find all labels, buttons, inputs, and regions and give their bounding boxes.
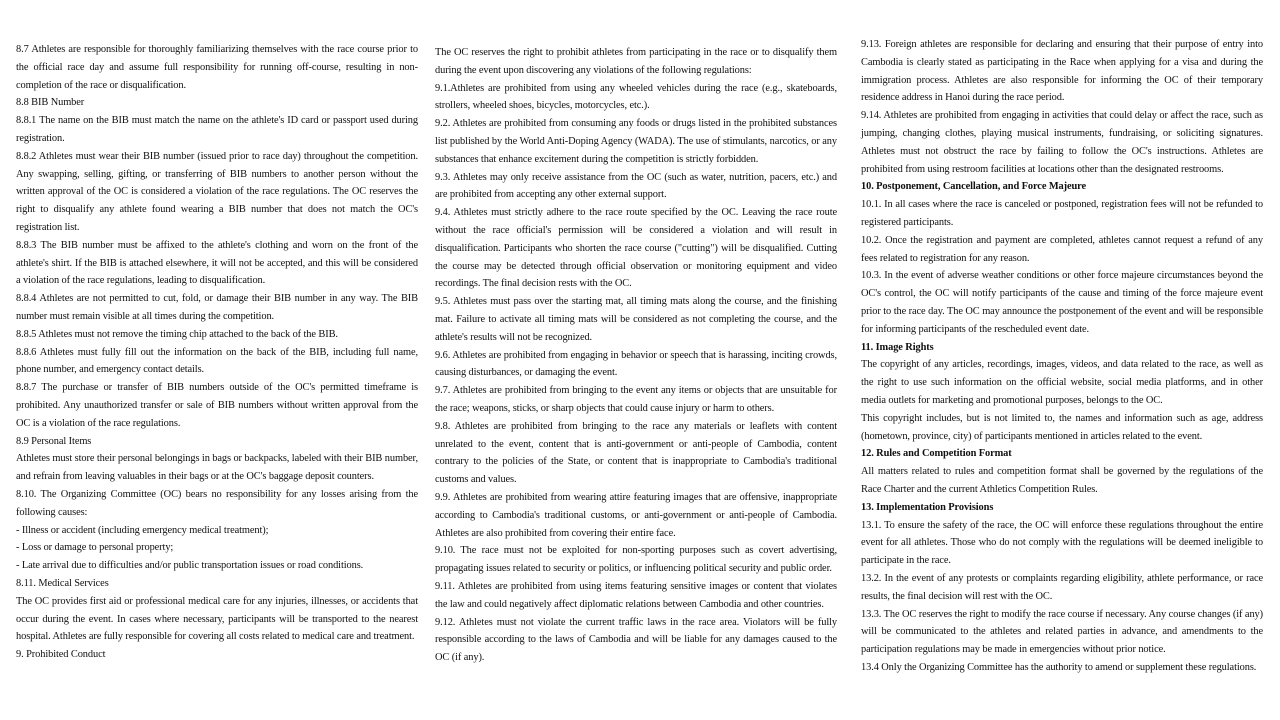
paragraph: - Late arrival due to difficulties and/or public transportation issues or road conditions. xyxy=(16,560,364,572)
paragraph: 8.8.4 Athletes are not permitted to cut, fold, or damage their BIB number in any way. The BIB number must remain visible at all times during the competition. xyxy=(16,293,418,322)
paragraph: 8.7 Athletes are responsible for thoroughly familiarizing themselves with the race course prior to the official race day and assume full responsibility for running off-course, resulting in non-completion of the race or disqualification. xyxy=(16,44,418,91)
paragraph: 9.9. Athletes are prohibited from wearing attire featuring images that are offensive, inappropriate according to Cambodia's traditional customs, or anti-government or anti-people of Cambodia. Athletes are also prohibited from covering their entire face. xyxy=(435,491,837,539)
paragraph: 8.8.3 The BIB number must be affixed to the athlete's clothing and worn on the front of the athlete's shirt. If the BIB is attached elsewhere, it will not be accepted, and this will be considered a violation of the race regulations, leading to disqualification. xyxy=(16,239,418,287)
paragraph: 13.3. The OC reserves the right to modify the race course if necessary. Any course changes (if any) will be communicated to the athletes and related parties in advance, and amendments to the participation regulations may be made in emergencies without prior notice. xyxy=(861,608,1263,656)
paragraph: 8.8.1 The name on the BIB must match the name on the athlete's ID card or passport used during registration. xyxy=(16,115,418,144)
paragraph: All matters related to rules and competition format shall be governed by the regulations of the Race Charter and the current Athletics Competition Rules. xyxy=(861,466,1263,495)
paragraph: 13.1. To ensure the safety of the race, the OC will enforce these regulations throughout the entire event for all athletes. Those who do not comply with the regulations will be deemed ineligible to participate in the race. xyxy=(861,519,1263,567)
section-heading: 12. Rules and Competition Format xyxy=(861,448,1012,460)
paragraph: Athletes must store their personal belongings in bags or backpacks, labeled with their BIB number, and refrain from leaving valuables in their bags or at the OC's baggage deposit counters. xyxy=(16,453,418,483)
paragraph: 8.8 BIB Number xyxy=(16,97,85,109)
paragraph: 8.8.7 The purchase or transfer of BIB numbers outside of the OC's permitted timeframe is prohibited. Any unauthorized transfer or sale of BIB numbers without written approval from the OC is a violation of the race regulations. xyxy=(16,382,418,429)
paragraph: 9.14. Athletes are prohibited from engaging in activities that could delay or affect the race, such as jumping, changing clothes, playing musical instruments, fundraising, or soliciting signatures. Athletes must not obstruct the race by failing to follow the OC's instructions. Athletes are prohibited from using restroom facilities at locations other than the designated restrooms. xyxy=(861,110,1263,175)
paragraph: The OC reserves the right to prohibit athletes from participating in the race or to disqualify them during the event upon discovering any violations of the following regulations: xyxy=(435,47,837,76)
paragraph: 9.10. The race must not be exploited for non-sporting purposes such as covert advertising, propagating issues related to security or politics, or influencing political security and public order. xyxy=(435,545,837,575)
paragraph: 9.4. Athletes must strictly adhere to the race route specified by the OC. Leaving the race route without the race official's permission will be considered a violation and will result in disqualification. Participants who shorten the race course ("cutting") will be disqualified. Cutting the course may be detected through official observation or monitoring equipment and video recordings. The final decision rests with the OC. xyxy=(435,207,837,290)
section-heading: 11. Image Rights xyxy=(861,341,934,353)
paragraph: 9.2. Athletes are prohibited from consuming any foods or drugs listed in the prohibited substances list published by the World Anti-Doping Agency (WADA). The use of stimulants, narcotics, or any substances that enhance excitement during the competition is strictly forbidden. xyxy=(435,118,837,165)
column-right xyxy=(861,0,1263,677)
column-left xyxy=(16,0,418,664)
paragraph: 10.2. Once the registration and payment are completed, athletes cannot request a refund of any fees related to registration for any reason. xyxy=(861,234,1263,264)
paragraph: 13.2. In the event of any protests or complaints regarding eligibility, athlete performance, or race results, the final decision will rest with the OC. xyxy=(861,572,1263,602)
paragraph: 9. Prohibited Conduct xyxy=(16,649,106,661)
section-heading: 10. Postponement, Cancellation, and Force Majeure xyxy=(861,181,1087,193)
paragraph: 9.1.Athletes are prohibited from using any wheeled vehicles during the race (e.g., skateboards, strollers, wheeled shoes, bicycles, motorcycles, etc.). xyxy=(435,82,837,112)
paragraph: 9.6. Athletes are prohibited from engaging in behavior or speech that is harassing, inciting crowds, causing disturbances, or damaging the event. xyxy=(435,349,837,379)
paragraph: - Illness or accident (including emergency medical treatment); xyxy=(16,524,269,536)
paragraph: 10.1. In all cases where the race is canceled or postponed, registration fees will not be refunded to registered participants. xyxy=(861,199,1263,228)
paragraph: 8.11. Medical Services xyxy=(16,577,109,589)
paragraph: 9.11. Athletes are prohibited from using items featuring sensitive images or content that violates the law and could negatively affect diplomatic relations between Cambodia and other countries. xyxy=(435,580,837,610)
paragraph: 8.8.2 Athletes must wear their BIB number (issued prior to race day) throughout the competition. Any swapping, selling, gifting, or transferring of BIB numbers to another person without the written approval of the OC is considered a violation of the race regulations. The OC reserves the right to disqualify any athlete found wearing a BIB number that does not match the OC's registration list. xyxy=(16,150,418,233)
paragraph: - Loss or damage to personal property; xyxy=(16,542,174,554)
paragraph: 10.3. In the event of adverse weather conditions or other force majeure circumstances beyond the OC's control, the OC will notify participants of the cause and timing of the force majeure event prior to the race day. The OC may announce the postponement of the event and will be responsible for informing participants of the rescheduled event date. xyxy=(861,270,1263,335)
paragraph: This copyright includes, but is not limited to, the names and information such as age, address (hometown, province, city) of participants mentioned in articles related to the event. xyxy=(861,412,1263,442)
paragraph: 8.9 Personal Items xyxy=(16,435,92,447)
column-middle xyxy=(435,0,837,667)
paragraph: 8.8.5 Athletes must not remove the timing chip attached to the back of the BIB. xyxy=(16,328,338,340)
paragraph: 9.13. Foreign athletes are responsible for declaring and ensuring that their purpose of entry into Cambodia is clearly stated as participating in the Race when applying for a visa and during the immigration process. Athletes are also responsible for informing the OC of their temporary residence address in Hanoi during the race period. xyxy=(861,39,1263,104)
paragraph: 9.7. Athletes are prohibited from bringing to the event any items or objects that are unsuitable for the race; weapons, sticks, or sharp objects that could cause injury or harm to others. xyxy=(435,385,837,414)
paragraph: 9.8. Athletes are prohibited from bringing to the race any materials or leaflets with content unrelated to the event, content that is anti-government or anti-people of Cambodia, content contrary to the policies of the State, or content that is inappropriate to Cambodia's traditional customs and values. xyxy=(435,420,837,486)
paragraph: 13.4 Only the Organizing Committee has the authority to amend or supplement these regulations. xyxy=(861,661,1257,673)
paragraph: The OC provides first aid or professional medical care for any injuries, illnesses, or accidents that occur during the event. In cases where necessary, participants will be transported to the nearest hospital. Athletes are fully responsible for covering all costs related to medical care and treatment. xyxy=(16,595,418,643)
paragraph: 8.8.6 Athletes must fully fill out the information on the back of the BIB, including full name, phone number, and emergency contact details. xyxy=(16,346,418,376)
paragraph: The copyright of any articles, recordings, images, videos, and data related to the race, as well as the right to use such information on the official website, social media platforms, and in other media outlets for marketing and promotional purposes, belongs to the OC. xyxy=(861,359,1263,406)
section-heading: 13. Implementation Provisions xyxy=(861,501,994,513)
paragraph: 9.5. Athletes must pass over the starting mat, all timing mats along the course, and the finishing mat. Failure to activate all timing mats will be considered as not completing the course, and the athlete's results will not be recognized. xyxy=(435,296,837,343)
paragraph: 9.3. Athletes may only receive assistance from the OC (such as water, nutrition, pacers, etc.) and are prohibited from accepting any other external support. xyxy=(435,171,837,201)
paragraph: 9.12. Athletes must not violate the current traffic laws in the race area. Violators will be fully responsible according to the laws of Cambodia and will be liable for any damages caused to the OC (if any). xyxy=(435,616,837,664)
paragraph: 8.10. The Organizing Committee (OC) bears no responsibility for any losses arising from the following causes: xyxy=(16,488,418,518)
